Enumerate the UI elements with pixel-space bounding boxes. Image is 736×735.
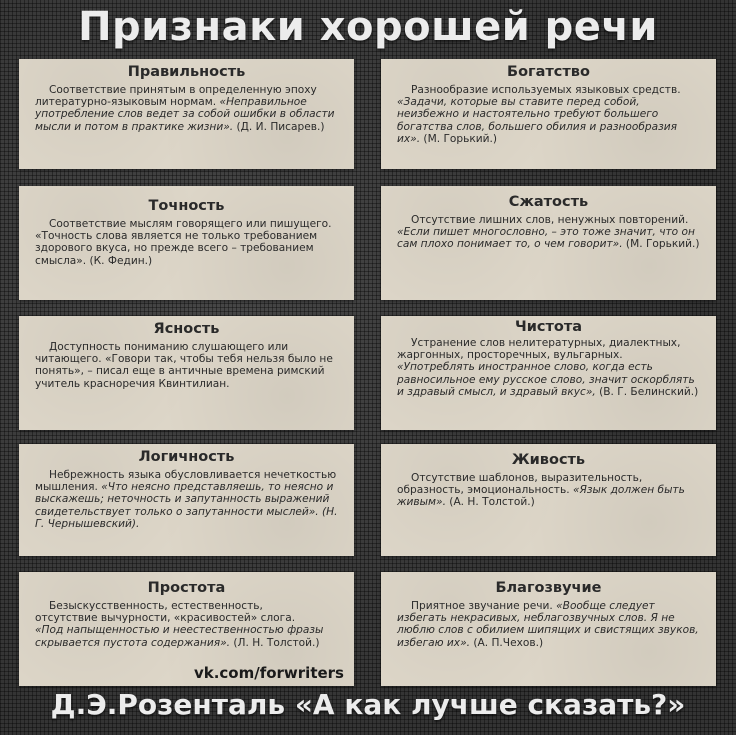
card-text: Доступность пониманию слушающего или читающего. «Говори так, чтобы тебя нельзя было не понять», – писал еще в античные времена римский учитель красноречия Квинтилиан. [35, 341, 333, 390]
card-tochnost [19, 186, 354, 300]
card-chistota [381, 316, 716, 430]
card-prostota [19, 572, 354, 686]
card-zhivost [381, 444, 716, 556]
footer-source: Д.Э.Розенталь «А как лучше сказать?» [50, 688, 686, 721]
card-bogatstvo [381, 59, 716, 169]
card-heading: Точность [148, 198, 225, 214]
card-heading: Сжатость [508, 194, 589, 210]
card-text: Устранение слов нелитературных, диалектных, жаргонных, просторечных, вульгарных. «Употреблять иностранное слово, когда есть равносильное ему русское слово, значит оскорблять и здравый смысл, и здравый вкус», (В. Г. Белинский.) [397, 337, 699, 398]
card-heading: Простота [147, 580, 226, 596]
card-heading: Ясность [153, 321, 220, 337]
card-text: Соответствие принятым в определенную эпоху литературно-языковым нормам. «Неправильное употребление слов ведет за собой ошибки в области мысли и потом в практике жизни». (Д. И. Писарев.) [35, 84, 335, 133]
vk-link[interactable]: vk.com/forwriters [193, 664, 344, 682]
card-text: Безыскусственность, естественность, отсутствие вычурности, «красивостей» слога. «Под напыщенностью и неестественностью фразы скрывается пустота содержания». (Л. Н. Толстой.) [35, 600, 324, 649]
card-text: Приятное звучание речи. «Вообще следует избегать некрасивых, неблагозвучных слов. Я не люблю слов с обилием шипящих и свистящих звуков, избегаю их». (А. П.Чехов.) [397, 600, 699, 649]
card-blagozvuchie [381, 572, 716, 686]
card-heading: Логичность [138, 449, 235, 465]
card-text: Разнообразие используемых языковых средств. «Задачи, которые вы ставите перед собой, неизбежно и настоятельно требуют большего богатства слов, большего обилия и разнообразия их». (М. Горький.) [397, 84, 681, 145]
card-heading: Богатство [507, 64, 590, 80]
card-yasnost [19, 316, 354, 430]
card-heading: Благозвучие [495, 580, 602, 596]
card-logichnost [19, 444, 354, 556]
card-heading: Живость [511, 452, 586, 468]
card-heading: Чистота [514, 319, 583, 335]
card-pravilnost [19, 59, 354, 169]
card-text: Соответствие мыслям говорящего или пишущего. «Точность слова является не только требованием здорового вкуса, но прежде всего – требованием смысла». (К. Федин.) [35, 218, 332, 267]
card-heading: Правильность [127, 64, 246, 80]
page-title: Признаки хорошей речи [78, 4, 658, 50]
card-text: Отсутствие лишних слов, ненужных повторений. «Если пишет многословно, – это тоже значит, что он сам плохо понимает то, о чем говорит». (М. Горький.) [397, 214, 700, 251]
card-text: Небрежность языка обусловливается нечеткостью мышления. «Что неясно представляешь, то неясно и выскажешь; неточность и запутанность выражений свидетельствует только о запутанности мыслей». (Н. Г. Чернышевский). [35, 469, 338, 530]
card-text: Отсутствие шаблонов, выразительность, образность, эмоциональность. «Язык должен быть живым». (А. Н. Толстой.) [397, 472, 685, 509]
card-szhatost [381, 186, 716, 300]
